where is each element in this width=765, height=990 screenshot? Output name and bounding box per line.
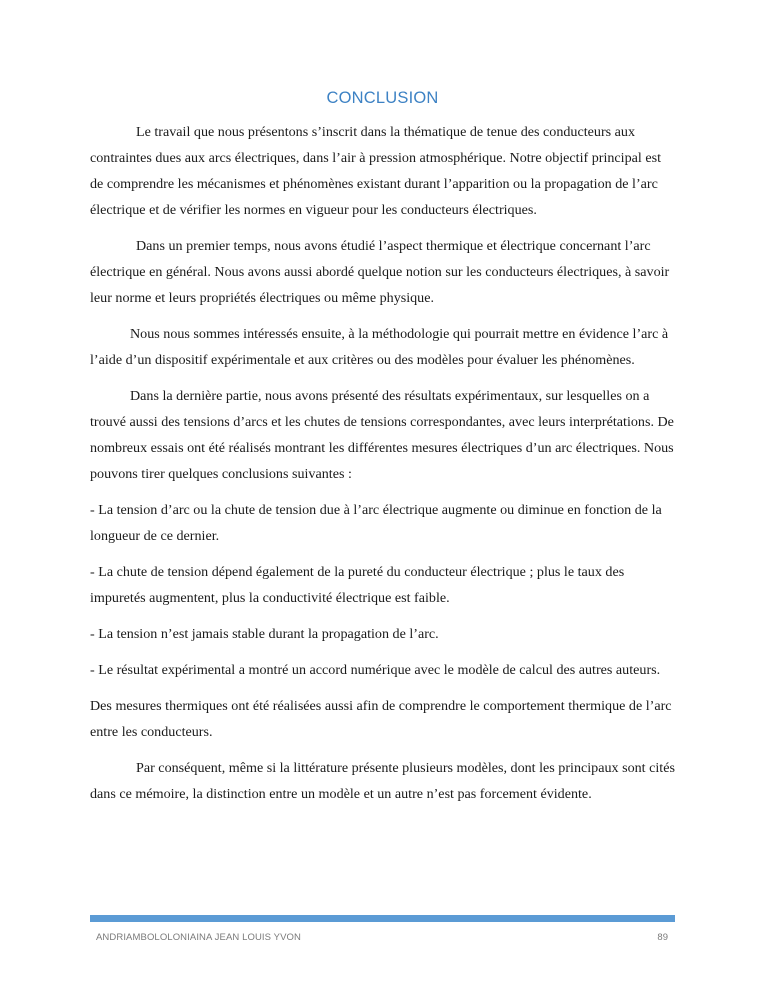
footer-author: ANDRIAMBOLOLONIAINA JEAN LOUIS YVON xyxy=(96,932,301,943)
paragraph-first-part: Dans un premier temps, nous avons étudié l’aspect thermique et électrique concernant l’arc électrique en général. Nous avons aussi abordé quelque notion sur les conducteurs électriques, à savoir leur norme et leurs propriétés électriques ou même physique. xyxy=(90,238,670,306)
conclusion-item: - La chute de tension dépend également de la pureté du conducteur électrique ; plus le taux des impuretés augmentent, plus la conductivité électrique est faible. xyxy=(90,564,625,606)
conclusion-item: - La tension n’est jamais stable durant la propagation de l’arc. xyxy=(90,626,439,642)
page-number: 89 xyxy=(657,932,668,943)
footer-divider xyxy=(90,915,675,922)
paragraph-intro: Le travail que nous présentons s’inscrit dans la thématique de tenue des conducteurs aux contraintes dues aux arcs électriques, dans l’air à pression atmosphérique. Notre objectif principal est de comprendre les mécanismes et phénomènes existant durant l’apparition ou la propagation de l’arc électrique et de vérifier les normes en vigueur pour les conducteurs électriques. xyxy=(90,124,661,218)
body-text xyxy=(90,119,677,817)
paragraph-final: Par conséquent, même si la littérature présente plusieurs modèles, dont les principaux sont cités dans ce mémoire, la distinction entre un modèle et un autre n’est pas forcement évidente. xyxy=(90,760,675,802)
paragraph-thermal: Des mesures thermiques ont été réalisées aussi afin de comprendre le comportement thermique de l’arc entre les conducteurs. xyxy=(90,698,672,740)
conclusion-item: - La tension d’arc ou la chute de tension due à l’arc électrique augmente ou diminue en fonction de la longueur de ce dernier. xyxy=(90,502,662,544)
conclusion-item: - Le résultat expérimental a montré un accord numérique avec le modèle de calcul des autres auteurs. xyxy=(90,662,661,678)
paragraph-methodology: Nous nous sommes intéressés ensuite, à la méthodologie qui pourrait mettre en évidence l’arc à l’aide d’un dispositif expérimentale et aux critères ou des modèles pour évaluer les phénomènes. xyxy=(90,326,669,368)
page-title: CONCLUSION xyxy=(326,89,439,107)
paragraph-results: Dans la dernière partie, nous avons présenté des résultats expérimentaux, sur lesquelles on a trouvé aussi des tensions d’arcs et les chutes de tensions correspondantes, avec leurs interprétations. De nombreux essais ont été réalisés montrant les différentes mesures électriques d’un arc électriques. Nous pouvons tirer quelques conclusions suivantes : xyxy=(90,388,674,482)
